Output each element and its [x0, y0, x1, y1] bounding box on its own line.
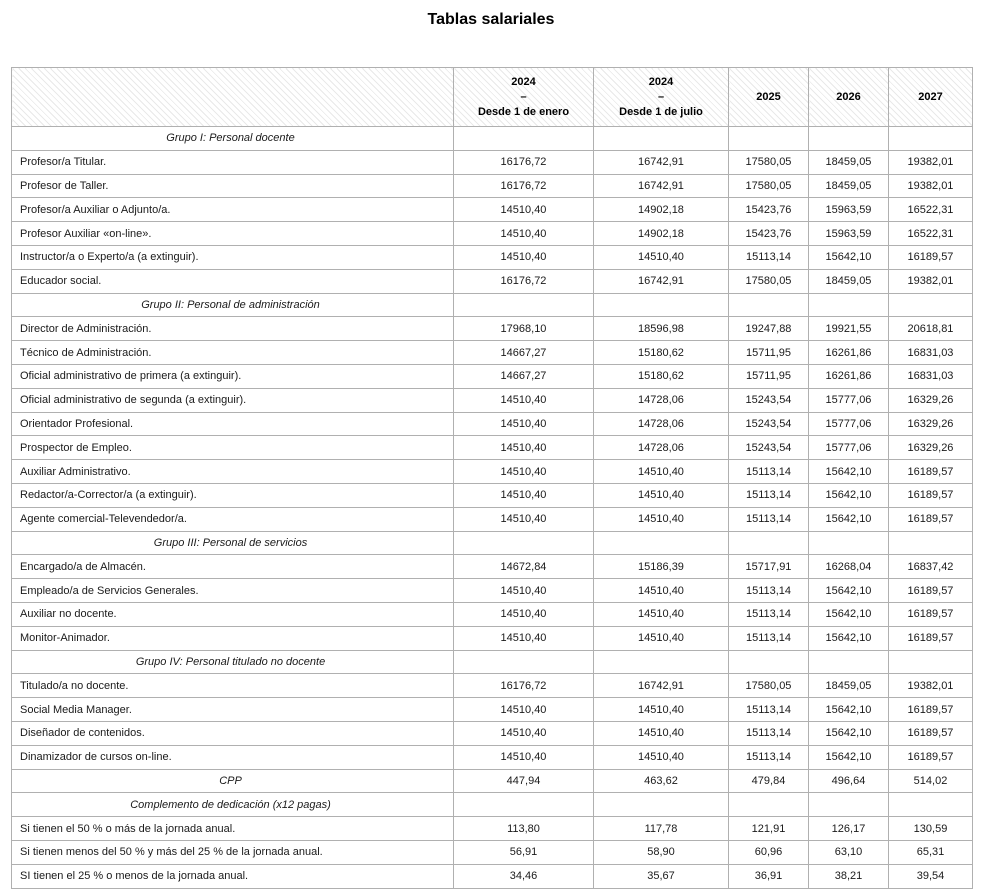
value-cell: [594, 293, 729, 317]
row-label: Profesor Auxiliar «on-line».: [12, 222, 454, 246]
salary-table: [11, 67, 973, 889]
value-cell: 15113,14: [729, 507, 809, 531]
row-label: Agente comercial-Televendedor/a.: [12, 507, 454, 531]
value-cell: [729, 793, 809, 817]
value-cell: 16831,03: [889, 341, 973, 365]
value-cell: 16329,26: [889, 436, 973, 460]
table-row: [12, 602, 973, 626]
value-cell: 496,64: [809, 769, 889, 793]
value-cell: [889, 293, 973, 317]
value-cell: 36,91: [729, 864, 809, 888]
value-cell: 14510,40: [594, 579, 729, 603]
section-row: [12, 293, 973, 317]
value-cell: 15777,06: [809, 412, 889, 436]
value-cell: 16176,72: [454, 674, 594, 698]
value-cell: 15180,62: [594, 364, 729, 388]
row-label: Social Media Manager.: [12, 698, 454, 722]
row-label: Diseñador de contenidos.: [12, 721, 454, 745]
value-cell: 14510,40: [594, 721, 729, 745]
value-cell: [729, 127, 809, 151]
value-cell: 15777,06: [809, 436, 889, 460]
value-cell: [454, 127, 594, 151]
value-cell: 60,96: [729, 840, 809, 864]
table-row: [12, 388, 973, 412]
value-cell: 16176,72: [454, 174, 594, 198]
value-cell: 14510,40: [454, 579, 594, 603]
value-cell: 14902,18: [594, 222, 729, 246]
value-cell: 15642,10: [809, 721, 889, 745]
value-cell: 121,91: [729, 817, 809, 841]
section-row: [12, 531, 973, 555]
value-cell: 15642,10: [809, 460, 889, 484]
value-cell: 14510,40: [454, 460, 594, 484]
value-cell: 463,62: [594, 769, 729, 793]
row-label: Dinamizador de cursos on-line.: [12, 745, 454, 769]
table-row: [12, 341, 973, 365]
row-label: Encargado/a de Almacén.: [12, 555, 454, 579]
salary-table-head: [12, 68, 973, 127]
value-cell: 16189,57: [889, 721, 973, 745]
value-cell: 16742,91: [594, 674, 729, 698]
value-cell: 16189,57: [889, 626, 973, 650]
value-cell: 14510,40: [454, 626, 594, 650]
value-cell: 14510,40: [454, 698, 594, 722]
value-cell: 15711,95: [729, 364, 809, 388]
row-label: Oficial administrativo de segunda (a extinguir).: [12, 388, 454, 412]
table-row: [12, 721, 973, 745]
value-cell: 63,10: [809, 840, 889, 864]
value-cell: 14510,40: [454, 412, 594, 436]
value-cell: 19382,01: [889, 269, 973, 293]
value-cell: 14510,40: [594, 460, 729, 484]
value-cell: [594, 127, 729, 151]
value-cell: 15642,10: [809, 579, 889, 603]
value-cell: 15642,10: [809, 602, 889, 626]
table-row: [12, 507, 973, 531]
value-cell: 15113,14: [729, 460, 809, 484]
value-cell: 14510,40: [594, 507, 729, 531]
header-line: Desde 1 de enero: [477, 105, 570, 118]
value-cell: 58,90: [594, 840, 729, 864]
value-cell: [454, 793, 594, 817]
value-cell: 19247,88: [729, 317, 809, 341]
value-cell: 14510,40: [454, 507, 594, 531]
value-cell: 16176,72: [454, 150, 594, 174]
row-label: Orientador Profesional.: [12, 412, 454, 436]
table-row: [12, 174, 973, 198]
value-cell: 15423,76: [729, 222, 809, 246]
value-cell: 17580,05: [729, 674, 809, 698]
row-label: Titulado/a no docente.: [12, 674, 454, 698]
header-line: Desde 1 de julio: [619, 105, 703, 118]
value-cell: 130,59: [889, 817, 973, 841]
value-cell: 16189,57: [889, 698, 973, 722]
value-cell: 15642,10: [809, 626, 889, 650]
value-cell: 14902,18: [594, 198, 729, 222]
value-cell: [889, 793, 973, 817]
value-cell: 15243,54: [729, 412, 809, 436]
table-row: [12, 245, 973, 269]
value-cell: 14510,40: [594, 245, 729, 269]
row-label: Si tienen el 50 % o más de la jornada anual.: [12, 817, 454, 841]
value-cell: 16831,03: [889, 364, 973, 388]
value-cell: 14672,84: [454, 555, 594, 579]
table-row: [12, 460, 973, 484]
value-cell: 16268,04: [809, 555, 889, 579]
value-cell: 15777,06: [809, 388, 889, 412]
header-row: [12, 68, 973, 127]
value-cell: [809, 650, 889, 674]
value-cell: [809, 293, 889, 317]
table-row: [12, 364, 973, 388]
row-label: Educador social.: [12, 269, 454, 293]
value-cell: 14510,40: [454, 721, 594, 745]
value-cell: 14510,40: [454, 602, 594, 626]
row-label: Técnico de Administración.: [12, 341, 454, 365]
section-row: [12, 127, 973, 151]
table-row: [12, 745, 973, 769]
value-cell: 479,84: [729, 769, 809, 793]
header-line: 2024: [511, 75, 536, 88]
value-cell: 39,54: [889, 864, 973, 888]
row-label: Si tienen menos del 50 % y más del 25 % de la jornada anual.: [12, 840, 454, 864]
table-row: [12, 840, 973, 864]
table-row: [12, 150, 973, 174]
value-cell: 16189,57: [889, 579, 973, 603]
row-label: Director de Administración.: [12, 317, 454, 341]
row-label: Redactor/a-Corrector/a (a extinguir).: [12, 483, 454, 507]
value-cell: 16189,57: [889, 460, 973, 484]
table-row: [12, 555, 973, 579]
value-cell: 117,78: [594, 817, 729, 841]
value-cell: 16329,26: [889, 388, 973, 412]
table-row: [12, 222, 973, 246]
value-cell: 15113,14: [729, 626, 809, 650]
value-cell: 17580,05: [729, 150, 809, 174]
header-line: 2024: [648, 75, 674, 88]
value-cell: 15642,10: [809, 507, 889, 531]
value-cell: 15963,59: [809, 222, 889, 246]
section-row: [12, 650, 973, 674]
value-cell: 18459,05: [809, 674, 889, 698]
value-cell: 16329,26: [889, 412, 973, 436]
table-row: [12, 412, 973, 436]
row-label: Profesor de Taller.: [12, 174, 454, 198]
value-cell: 15113,14: [729, 745, 809, 769]
value-cell: 17580,05: [729, 174, 809, 198]
value-cell: 14728,06: [594, 388, 729, 412]
value-cell: [454, 531, 594, 555]
value-cell: 18459,05: [809, 269, 889, 293]
value-cell: 14667,27: [454, 341, 594, 365]
value-cell: 16261,86: [809, 364, 889, 388]
table-row: [12, 864, 973, 888]
table-row: [12, 817, 973, 841]
value-cell: 14510,40: [454, 745, 594, 769]
value-cell: 15186,39: [594, 555, 729, 579]
value-cell: 14510,40: [594, 626, 729, 650]
table-row: [12, 436, 973, 460]
value-cell: 16189,57: [889, 245, 973, 269]
value-cell: 14510,40: [454, 388, 594, 412]
row-label: Auxiliar Administrativo.: [12, 460, 454, 484]
section-label: Grupo III: Personal de servicios: [12, 531, 454, 555]
value-cell: 15642,10: [809, 698, 889, 722]
header-line: –: [657, 90, 665, 103]
value-cell: 15717,91: [729, 555, 809, 579]
value-cell: 14510,40: [454, 483, 594, 507]
value-cell: [454, 293, 594, 317]
value-cell: 16189,57: [889, 602, 973, 626]
row-label: Profesor/a Auxiliar o Adjunto/a.: [12, 198, 454, 222]
value-cell: 15642,10: [809, 483, 889, 507]
value-cell: 514,02: [889, 769, 973, 793]
row-label: Prospector de Empleo.: [12, 436, 454, 460]
value-cell: 19382,01: [889, 150, 973, 174]
value-cell: 14510,40: [454, 436, 594, 460]
value-cell: [594, 793, 729, 817]
value-cell: 18596,98: [594, 317, 729, 341]
value-cell: 15642,10: [809, 245, 889, 269]
value-cell: 15711,95: [729, 341, 809, 365]
section-label: CPP: [12, 769, 454, 793]
table-row: [12, 626, 973, 650]
table-row: [12, 579, 973, 603]
value-cell: 16189,57: [889, 745, 973, 769]
value-cell: 16189,57: [889, 507, 973, 531]
value-cell: 16176,72: [454, 269, 594, 293]
value-cell: [729, 531, 809, 555]
value-cell: [594, 650, 729, 674]
value-cell: 14510,40: [454, 198, 594, 222]
value-cell: 15243,54: [729, 436, 809, 460]
value-cell: 15113,14: [729, 698, 809, 722]
year-column-header: 2025: [729, 68, 809, 127]
value-cell: [889, 650, 973, 674]
value-cell: 16261,86: [809, 341, 889, 365]
table-row: [12, 483, 973, 507]
corner-cell: [12, 68, 454, 127]
value-cell: [729, 650, 809, 674]
value-cell: 17968,10: [454, 317, 594, 341]
value-cell: [809, 531, 889, 555]
value-cell: 14728,06: [594, 436, 729, 460]
value-cell: [889, 531, 973, 555]
table-row: [12, 698, 973, 722]
value-cell: 15963,59: [809, 198, 889, 222]
value-cell: 34,46: [454, 864, 594, 888]
year-column-header: [594, 68, 729, 127]
value-cell: 16742,91: [594, 150, 729, 174]
value-cell: 18459,05: [809, 150, 889, 174]
salary-table-body: [12, 127, 973, 889]
value-cell: [454, 650, 594, 674]
value-cell: 15113,14: [729, 245, 809, 269]
section-label: Grupo I: Personal docente: [12, 127, 454, 151]
row-label: Monitor-Animador.: [12, 626, 454, 650]
value-cell: 15113,14: [729, 721, 809, 745]
row-label: Profesor/a Titular.: [12, 150, 454, 174]
year-column-header: 2027: [889, 68, 973, 127]
row-label: Empleado/a de Servicios Generales.: [12, 579, 454, 603]
value-cell: 15180,62: [594, 341, 729, 365]
value-cell: 15113,14: [729, 602, 809, 626]
value-cell: 19921,55: [809, 317, 889, 341]
value-cell: 14510,40: [454, 245, 594, 269]
year-column-header: 2026: [809, 68, 889, 127]
value-cell: 18459,05: [809, 174, 889, 198]
section-label: Grupo IV: Personal titulado no docente: [12, 650, 454, 674]
row-label: Auxiliar no docente.: [12, 602, 454, 626]
value-cell: 65,31: [889, 840, 973, 864]
value-cell: 16742,91: [594, 174, 729, 198]
row-label: Oficial administrativo de primera (a extinguir).: [12, 364, 454, 388]
value-cell: 15423,76: [729, 198, 809, 222]
value-cell: 15113,14: [729, 483, 809, 507]
value-cell: [889, 127, 973, 151]
value-cell: 14510,40: [594, 483, 729, 507]
table-row: [12, 198, 973, 222]
value-cell: 113,80: [454, 817, 594, 841]
value-cell: 15243,54: [729, 388, 809, 412]
value-cell: 14510,40: [594, 745, 729, 769]
row-label: SI tienen el 25 % o menos de la jornada anual.: [12, 864, 454, 888]
table-row: [12, 317, 973, 341]
section-row: [12, 769, 973, 793]
value-cell: 38,21: [809, 864, 889, 888]
value-cell: 447,94: [454, 769, 594, 793]
value-cell: 14728,06: [594, 412, 729, 436]
value-cell: 20618,81: [889, 317, 973, 341]
table-row: [12, 269, 973, 293]
value-cell: 14510,40: [594, 698, 729, 722]
table-row: [12, 674, 973, 698]
row-label: Instructor/a o Experto/a (a extinguir).: [12, 245, 454, 269]
value-cell: 56,91: [454, 840, 594, 864]
value-cell: [809, 793, 889, 817]
value-cell: 14667,27: [454, 364, 594, 388]
value-cell: 15642,10: [809, 745, 889, 769]
value-cell: [809, 127, 889, 151]
page-title: Tablas salariales: [427, 11, 555, 28]
value-cell: 15113,14: [729, 579, 809, 603]
value-cell: 16522,31: [889, 222, 973, 246]
value-cell: 16189,57: [889, 483, 973, 507]
value-cell: [729, 293, 809, 317]
value-cell: 14510,40: [454, 222, 594, 246]
value-cell: [594, 531, 729, 555]
value-cell: 126,17: [809, 817, 889, 841]
value-cell: 35,67: [594, 864, 729, 888]
header-line: –: [520, 90, 527, 103]
value-cell: 19382,01: [889, 174, 973, 198]
value-cell: 16522,31: [889, 198, 973, 222]
value-cell: 14510,40: [594, 602, 729, 626]
section-label: Complemento de dedicación (x12 pagas): [12, 793, 454, 817]
value-cell: 16837,42: [889, 555, 973, 579]
value-cell: 19382,01: [889, 674, 973, 698]
section-label: Grupo II: Personal de administración: [12, 293, 454, 317]
section-row: [12, 793, 973, 817]
value-cell: 16742,91: [594, 269, 729, 293]
year-column-header: [454, 68, 594, 127]
value-cell: 17580,05: [729, 269, 809, 293]
